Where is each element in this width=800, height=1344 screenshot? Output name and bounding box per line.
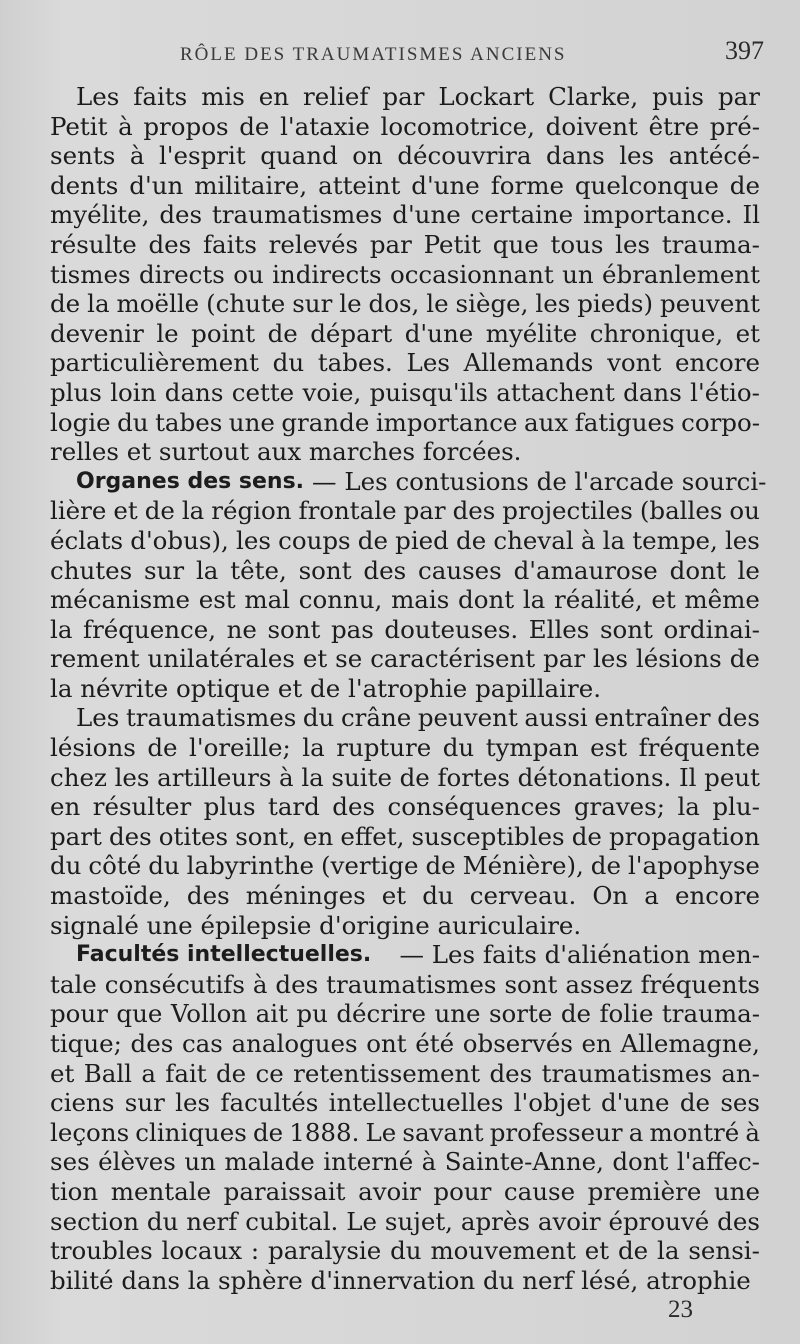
line-text: de la moëlle (chute sur le dos, le siège, les pieds) peuvent: [50, 289, 760, 319]
line-text: chez les artilleurs à la suite de fortes détonations. Il peut: [50, 762, 760, 792]
text-line: [50, 1059, 760, 1089]
text-line: [50, 1029, 760, 1059]
text-line: [50, 674, 760, 704]
line-text: leçons cliniques de 1888. Le savant professeur a montré à: [50, 1117, 760, 1147]
line-text: section du nerf cubital. Le sujet, après avoir éprouvé des: [50, 1206, 760, 1236]
text-line: [50, 408, 760, 438]
text-line: [50, 822, 760, 852]
line-text: devenir le point de départ d'une myélite chronique, et: [50, 318, 760, 348]
line-text: tion mentale paraissait avoir pour cause première une: [50, 1176, 760, 1206]
text-line: [50, 171, 760, 201]
text-line: [50, 348, 760, 378]
text-line: [50, 615, 760, 645]
line-text: — Les faits d'aliénation men-: [399, 940, 760, 970]
line-text: — Les contusions de l'arcade sourci-: [312, 466, 767, 496]
line-text: Petit à propos de l'ataxie locomotrice, doivent être pré-: [50, 111, 760, 141]
line-text: la fréquence, ne sont pas douteuses. Elles sont ordinai-: [50, 614, 760, 644]
line-text: rement unilatérales et se caractérisent par les lésions de: [50, 644, 760, 674]
line-text: ses élèves un malade interné à Sainte-Anne, dont l'affec-: [50, 1147, 760, 1177]
text-line: [50, 1118, 760, 1148]
text-line: [50, 556, 760, 586]
section-heading: Organes des sens.: [76, 468, 305, 494]
line-text: dents d'un militaire, atteint d'une forme quelconque de: [50, 170, 760, 200]
text-line: [50, 644, 760, 674]
text-line: [50, 496, 760, 526]
line-text: tismes directs ou indirects occasionnant un ébranlement: [50, 259, 760, 289]
line-text: signalé une épilepsie d'origine auriculaire.: [50, 910, 582, 940]
text-line: [50, 999, 760, 1029]
line-text: du côté du labyrinthe (vertige de Ménière), de l'apophyse: [50, 851, 760, 881]
line-text: lière et de la région frontale par des projectiles (balles ou: [50, 496, 760, 526]
line-text: Les traumatismes du crâne peuvent aussi entraîner des: [76, 703, 760, 733]
line-text: plus loin dans cette voie, puisqu'ils attachent dans l'étio-: [50, 377, 760, 407]
body-text: [50, 82, 767, 1295]
text-line: [50, 940, 760, 970]
text-line: [50, 970, 760, 1000]
text-line: [50, 437, 760, 467]
line-text: chutes sur la tête, sont des causes d'amaurose dont le: [50, 555, 760, 585]
text-line: [50, 792, 760, 822]
text-line: [50, 703, 760, 733]
text-line: [50, 1266, 760, 1296]
page-header: [40, 36, 770, 72]
text-line: [50, 112, 760, 142]
line-text: sents à l'esprit quand on découvrira dans les antécé-: [50, 141, 760, 171]
text-line: [50, 260, 760, 290]
text-line: [50, 466, 767, 497]
text-line: [50, 763, 760, 793]
text-line: [50, 319, 760, 349]
line-text: bilité dans la sphère d'innervation du nerf lésé, atrophie: [50, 1265, 751, 1295]
line-text: ciens sur les facultés intellectuelles l'objet d'une de ses: [50, 1088, 760, 1118]
line-text: en résulter plus tard des conséquences graves; la plu-: [50, 792, 760, 822]
line-text: et Ball a fait de ce retentissement des traumatismes an-: [50, 1058, 760, 1088]
line-text: particulièrement du tabes. Les Allemands vont encore: [50, 348, 760, 378]
text-line: [50, 733, 760, 763]
text-line: [50, 141, 760, 171]
text-line: [50, 1088, 760, 1118]
line-text: logie du tabes une grande importance aux fatigues corpo-: [50, 407, 760, 437]
text-line: [50, 230, 760, 260]
line-text: résulte des faits relevés par Petit que tous les trauma-: [50, 229, 760, 259]
line-text: lésions de l'oreille; la rupture du tympan est fréquente: [50, 733, 760, 763]
line-text: pour que Vollon ait pu décrire une sorte de folie trauma-: [50, 999, 760, 1029]
line-text: myélite, des traumatismes d'une certaine importance. Il: [50, 200, 760, 230]
line-text: part des otites sont, en effet, susceptibles de propagation: [50, 821, 760, 851]
text-line: [50, 881, 760, 911]
line-text: tale consécutifs à des traumatismes sont assez fréquents: [50, 969, 760, 999]
text-line: [50, 200, 760, 230]
section-heading: Facultés intellectuelles.: [76, 942, 372, 968]
line-text: tique; des cas analogues ont été observés en Allemagne,: [50, 1029, 760, 1058]
text-line: [50, 526, 760, 556]
text-line: [50, 585, 760, 615]
text-line: [50, 1177, 760, 1207]
line-text: mécanisme est mal connu, mais dont la réalité, et même: [50, 585, 760, 615]
running-head: RÔLE DES TRAUMATISMES ANCIENS: [180, 44, 567, 65]
printer-signature-mark: 23: [668, 1296, 693, 1323]
text-line: [50, 1207, 760, 1237]
text-line: [50, 1147, 760, 1177]
text-line: [50, 1236, 760, 1266]
text-line: [50, 911, 760, 941]
line-text: relles et surtout aux marches forcées.: [50, 437, 522, 467]
line-text: Les faits mis en relief par Lockart Clarke, puis par: [76, 82, 760, 111]
line-text: troubles locaux : paralysie du mouvement et de la sensi-: [50, 1236, 760, 1266]
text-line: [50, 82, 760, 112]
text-line: [50, 851, 760, 881]
line-text: mastoïde, des méninges et du cerveau. On a encore: [50, 881, 760, 911]
text-line: [50, 289, 760, 319]
line-text: éclats d'obus), les coups de pied de cheval à la tempe, les: [50, 525, 760, 555]
page-number: 397: [725, 36, 764, 65]
text-line: [50, 378, 760, 408]
line-text: la névrite optique et de l'atrophie papillaire.: [50, 673, 601, 703]
